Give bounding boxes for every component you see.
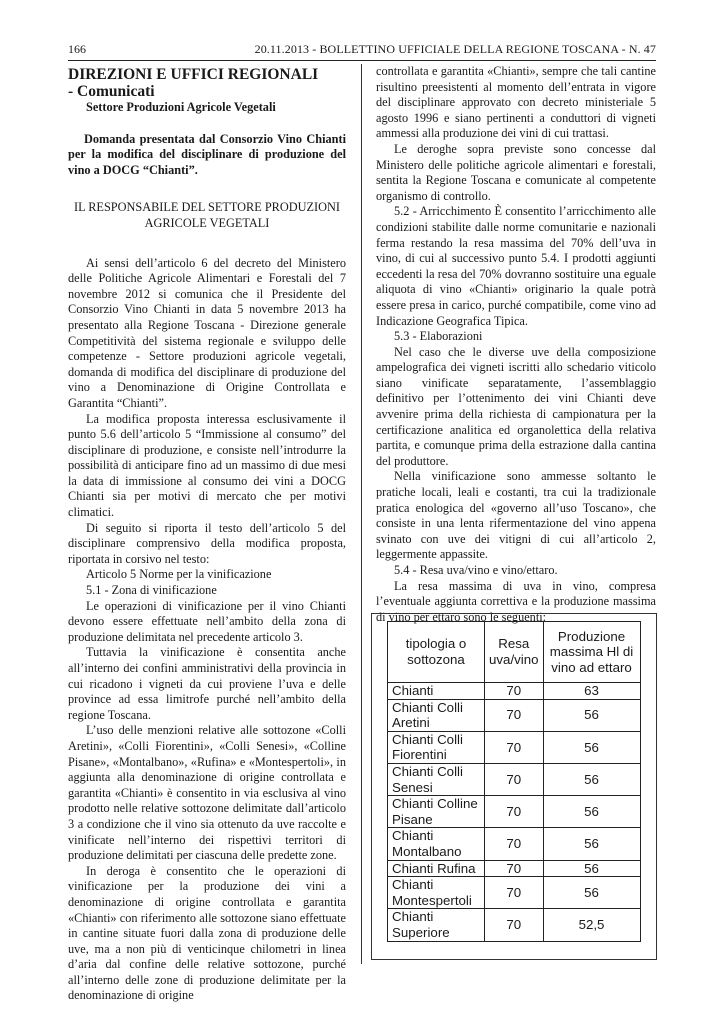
paragraph: Di seguito si riporta il testo dell’articolo 5 del disciplinare comprensivo della modifica proposta, riportata in corsivo nel testo:	[68, 520, 346, 566]
cell-prod: 56	[543, 828, 640, 860]
header-produzione: Produzione massima Hl di vino ad ettaro	[543, 622, 640, 683]
section-subtitle: - Comunicati	[68, 83, 155, 100]
paragraph: L’uso delle menzioni relative alle sottozone «Colli Aretini», «Colli Fiorentini», «Colli Senesi», «Colline Pisane», «Montalbano», «Rufina» e «Montespertoli», in aggiunta alla denominazione di origine controllata e garantita «Chianti» è consentito in via esclusiva al vino prodotto nelle relative sottozone delimitate dall’articolo 3 a condizione che il vino sia ottenuto da uve raccolte e vinificate nell’interno dei rispettivi territori di produzione delimitati per ciascuna delle predette zone.	[68, 723, 346, 863]
cell-resa: 70	[485, 763, 544, 795]
cell-resa: 70	[485, 860, 544, 877]
cell-prod: 56	[543, 763, 640, 795]
official-title-line2: AGRICOLE VEGETALI	[144, 215, 270, 230]
cell-resa: 70	[485, 731, 544, 763]
left-column	[68, 64, 346, 1004]
running-title: 20.11.2013 - BOLLETTINO UFFICIALE DELLA REGIONE TOSCANA - N. 47	[254, 42, 656, 56]
header-tipologia: tipologia o sottozona	[388, 622, 485, 683]
page-number: 166	[68, 42, 86, 56]
request-heading	[68, 132, 346, 179]
cell-prod: 56	[543, 877, 640, 909]
paragraph: La modifica proposta interessa esclusivamente il punto 5.6 dell’articolo 5 “Immissione al consumo” del disciplinare di produzione, e consiste nell’introdurre la possibilità di anticipare fino ad un massimo di due mesi la data di immissione al consumo dei vini a DOCG Chianti sia per motivi di mercato che per motivi climatici.	[68, 411, 346, 520]
cell-prod: 56	[543, 796, 640, 828]
paragraph: 5.2 - Arricchimento È consentito l’arricchimento alle condizioni stabilite dalle norme comunitarie e nazionali ferma restando la resa massima del 70% dell’uva in vino, di cui al successivo punto 5.4. I prodotti aggiunti eccedenti la resa del 70% dovranno sostituire una eguale aliquota di vino «Chianti» originario la quale potrà essere presa in carico, purché compatibile, come vino ad Indicazione Geografica Tipica.	[376, 204, 656, 328]
cell-name: Chianti Colli Aretini	[388, 699, 485, 731]
paragraph: Tuttavia la vinificazione è consentita anche all’interno dei confini amministrativi della provincia in cui ricadono i vigneti da cui proviene l’uva e delle province ad essa limitrofe purché nell’ambito della regione Toscana.	[68, 645, 346, 722]
table-row	[388, 683, 641, 700]
paragraph: controllata e garantita «Chianti», sempre che tali cantine risultino preesistenti al momento dell’entrata in vigore del disciplinare approvato con decreto ministeriale 5 agosto 1996 e siano pertinenti a conduttori di vigneti ammessi alla produzione dei vini di cui trattasi.	[376, 64, 656, 141]
cell-prod: 56	[543, 860, 640, 877]
cell-prod: 56	[543, 731, 640, 763]
subsection-heading: 5.3 - Elaborazioni	[394, 329, 483, 344]
article-heading: Articolo 5 Norme per la vinificazione	[86, 567, 272, 582]
cell-resa: 70	[485, 877, 544, 909]
subsection-heading: 5.1 - Zona di vinificazione	[86, 583, 217, 598]
table-row	[388, 909, 641, 941]
column-divider	[361, 64, 362, 964]
section-title-line: DIREZIONI E UFFICI REGIONALI	[68, 66, 319, 83]
table-header-row	[388, 622, 641, 683]
paragraph: Ai sensi dell’articolo 6 del decreto del Ministero delle Politiche Agricole Alimentari e Forestali del 7 novembre 2012 si comunica che il Presidente del Consorzio Vino Chianti in data 5 novembre 2013 ha presentato alla Regione Toscana - Direzione generale Competitività del sistema regionale e sviluppo delle competenze - Settore produzioni agricole vegetali, domanda di modifica del disciplinare di produzione del vino a Denominazione di Origine Controllata e Garantita “Chianti”.	[68, 255, 346, 410]
cell-prod: 63	[543, 683, 640, 700]
cell-name: Chianti Colli Senesi	[388, 763, 485, 795]
cell-resa: 70	[485, 828, 544, 860]
cell-name: Chianti Colli Fiorentini	[388, 731, 485, 763]
table-frame	[371, 613, 657, 960]
paragraph: Nella vinificazione sono ammesse soltanto le pratiche locali, leali e costanti, tra cui la tradizionale pratica enologica del «governo all’uso Toscano», che consiste in una lenta rifermentazione del vino appena svinato con uve dei vitigni di cui all’articolo 2, leggermente appassite.	[376, 469, 656, 562]
official-title-line1: IL RESPONSABILE DEL SETTORE PRODUZIONI	[74, 200, 340, 215]
table-row	[388, 699, 641, 731]
sector-heading: Settore Produzioni Agricole Vegetali	[86, 100, 276, 114]
subsection-heading: 5.4 - Resa uva/vino e vino/ettaro.	[394, 563, 558, 577]
paragraph: Le operazioni di vinificazione per il vino Chianti devono essere effettuate nell’ambito della zona di produzione delimitata nel precedente articolo 3.	[68, 598, 346, 644]
header-resa: Resa uva/vino	[485, 622, 544, 683]
cell-name: Chianti Colline Pisane	[388, 796, 485, 828]
request-text: Domanda presentata dal Consorzio Vino Chianti per la modifica del disciplinare di produzione del vino a DOCG “Chianti”.	[68, 131, 346, 177]
official-title	[68, 200, 346, 231]
cell-resa: 70	[485, 909, 544, 941]
paragraph: La resa massima di uva in vino, compresa l’eventuale aggiunta correttiva e la produzione massima di vino per ettaro sono le seguenti:	[376, 578, 656, 624]
cell-resa: 70	[485, 699, 544, 731]
table-row	[388, 877, 641, 909]
cell-resa: 70	[485, 796, 544, 828]
paragraph: Le deroghe sopra previste sono concesse dal Ministero delle politiche agricole alimentari e forestali, sentita la Regione Toscana e comunicate al competente organismo di controllo.	[376, 141, 656, 203]
page-header	[68, 40, 656, 58]
cell-resa: 70	[485, 683, 544, 700]
cell-name: Chianti Superiore	[388, 909, 485, 941]
table-row	[388, 828, 641, 860]
cell-name: Chianti Montalbano	[388, 828, 485, 860]
header-rule	[68, 60, 656, 61]
cell-name: Chianti Rufina	[388, 860, 485, 877]
cell-prod: 52,5	[543, 909, 640, 941]
cell-name: Chianti Montespertoli	[388, 877, 485, 909]
cell-prod: 56	[543, 699, 640, 731]
cell-name: Chianti	[388, 683, 485, 700]
paragraph: In deroga è consentito che le operazioni di vinificazione per la produzione dei vini a denominazione di origine controllata e garantita «Chianti» con riferimento alle sottozone siano effettuate in cantine situate fuori dalla zona di produzione delle uve, ma a non più di venticinque chilometri in linea d’aria dal confine delle relative sottozone, purché all’interno delle zone di produzione delimitate per la denominazione di origine	[68, 863, 346, 1003]
right-column	[376, 64, 656, 625]
table-row	[388, 860, 641, 877]
paragraph: Nel caso che le diverse uve della composizione ampelografica dei vigneti iscritti allo schedario viticolo siano vinificate separatamente, l’assemblaggio definitivo per l’ottenimento dei vini Chianti deve avvenire prima della richiesta di campionatura per la certificazione analitica ed organolettica della relativa partita, e comunque prima della estrazione dalla cantina del produttore.	[376, 344, 656, 468]
production-table	[387, 621, 641, 942]
table-row	[388, 796, 641, 828]
table-row	[388, 731, 641, 763]
section-title	[68, 66, 346, 100]
table-row	[388, 763, 641, 795]
